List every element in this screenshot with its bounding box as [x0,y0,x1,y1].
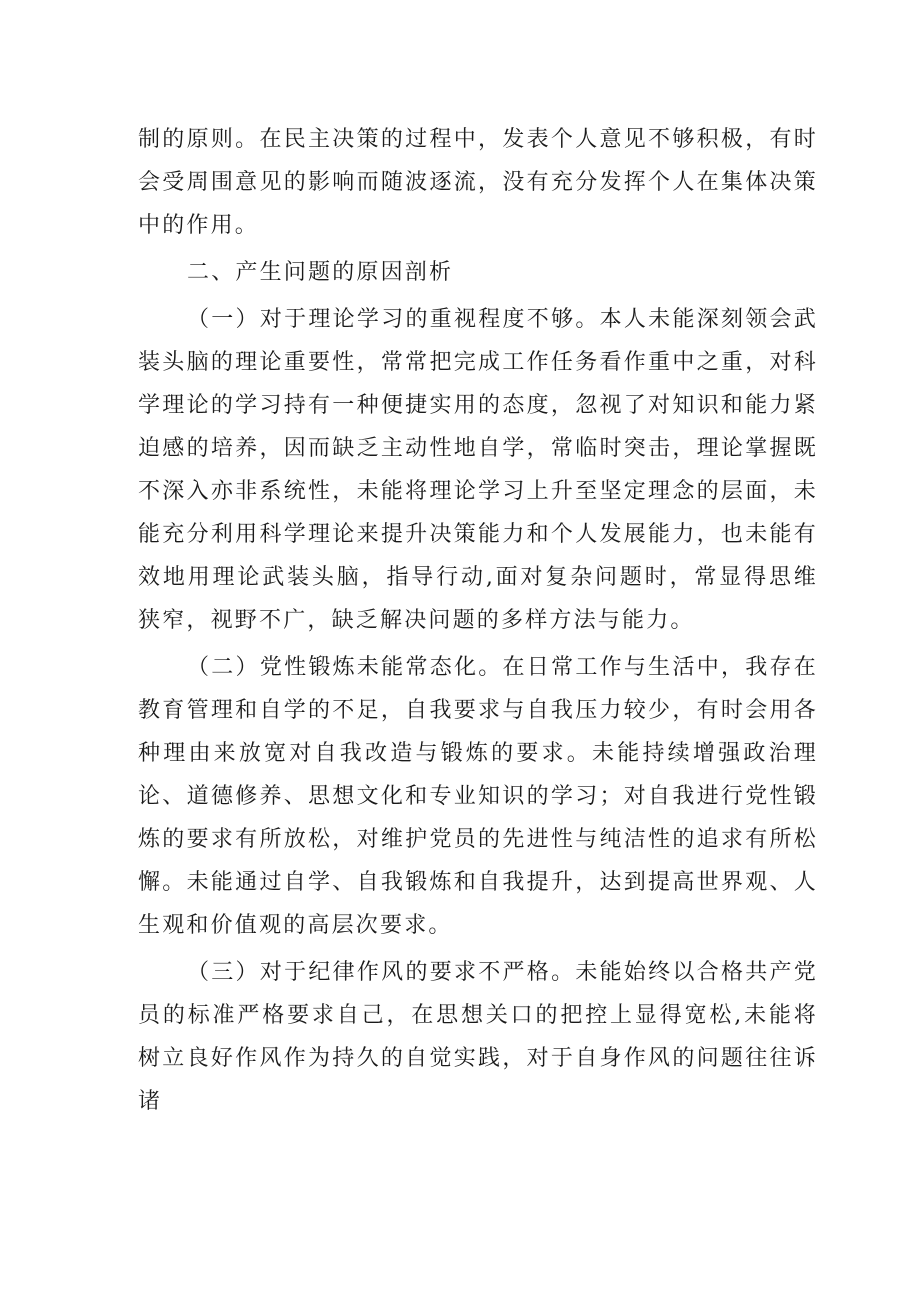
paragraph-party-spirit: （二）党性锻炼未能常态化。在日常工作与生活中，我存在教育管理和自学的不足，自我要求与自我压力较少，有时会用各种理由来放宽对自我改造与锻炼的要求。未能持续增强政治理论、道德修养、思想文化和专业知识的学习；对自我进行党性锻炼的要求有所放松，对维护党员的先进性与纯洁性的追求有所松懈。未能通过自学、自我锻炼和自我提升，达到提高世界观、人生观和价值观的高层次要求。 [138,655,818,938]
paragraph-continuation: 制的原则。在民主决策的过程中，发表个人意见不够积极，有时会受周围意见的影响而随波逐流，没有充分发挥个人在集体决策中的作用。 [138,127,818,238]
section-heading-cause-analysis: 二、产生问题的原因剖析 [187,260,454,285]
paragraph-discipline-style: （三）对于纪律作风的要求不严格。未能始终以合格共产党员的标准严格要求自己，在思想关口的把控上显得宽松,未能将树立良好作风作为持久的自觉实践，对于自身作风的问题往往诉诸 [138,960,818,1114]
paragraph-theory-study: （一）对于理论学习的重视程度不够。本人未能深刻领会武装头脑的理论重要性，常常把完成工作任务看作重中之重，对科学理论的学习持有一种便捷实用的态度，忽视了对知识和能力紧迫感的培养，因而缺乏主动性地自学，常临时突击，理论掌握既不深入亦非系统性，未能将理论学习上升至坚定理念的层面，未能充分利用科学理论来提升决策能力和个人发展能力，也未能有效地用理论武装头脑，指导行动,面对复杂问题时，常显得思维狭窄，视野不广，缺乏解决问题的多样方法与能力。 [138,307,818,633]
document-body [138,118,818,1127]
